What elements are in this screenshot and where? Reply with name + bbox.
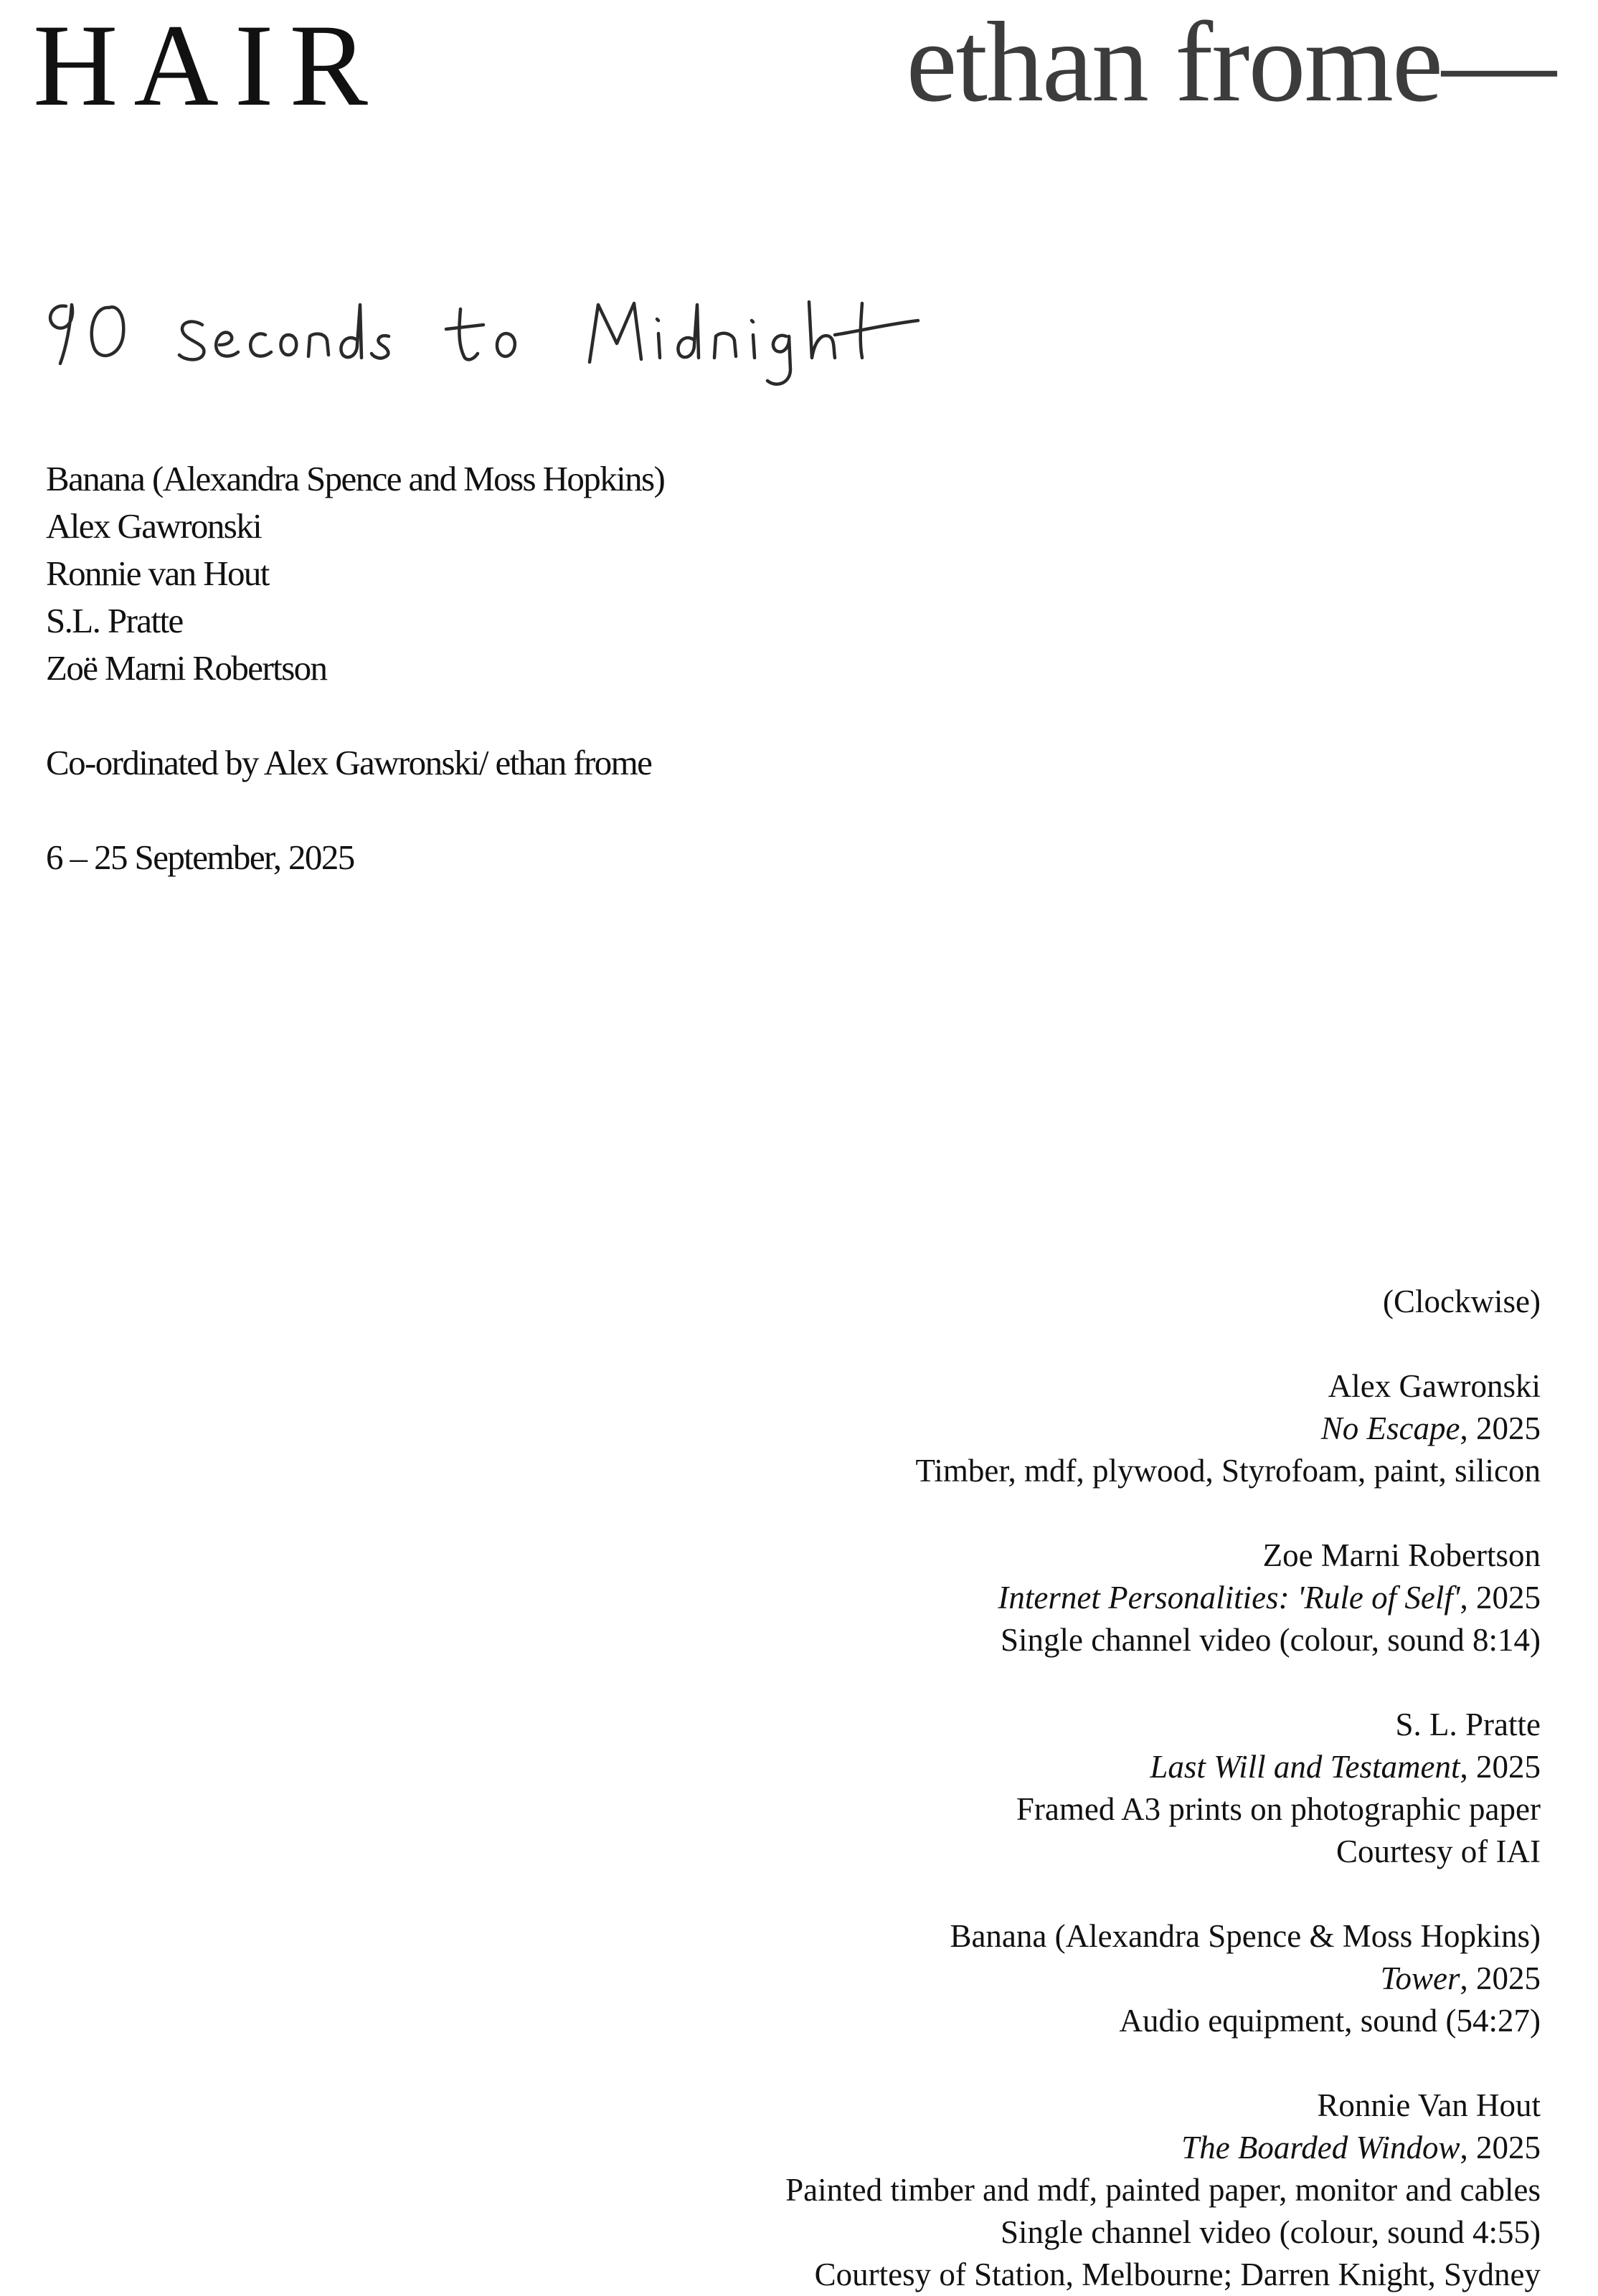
work-captions [785,1281,1541,2296]
caption-year: , 2025 [1460,1580,1541,1616]
caption-detail: Single channel video (colour, sound 8:14) [1000,1622,1541,1658]
caption-orientation: (Clockwise) [1383,1284,1541,1319]
caption-year: , 2025 [1460,1960,1541,1996]
artist-name: Banana (Alexandra Spence and Moss Hopkins) [46,459,665,498]
caption-detail: Courtesy of IAI [1336,1834,1541,1869]
caption-work [785,1915,1541,2042]
ethan-frome-logo: ethan frome— [906,0,1555,125]
caption-detail: Single channel video (colour, sound 4:55) [1000,2214,1541,2250]
caption-detail: Courtesy of Station, Melbourne; Darren Knight, Sydney [814,2257,1541,2292]
artist-name: S.L. Pratte [46,601,183,640]
exhibition-dates: 6 – 25 September, 2025 [46,838,354,877]
caption-artist: Alex Gawronski [1328,1368,1541,1404]
caption-detail: Timber, mdf, plywood, Styrofoam, paint, silicon [915,1453,1541,1489]
caption-artist: Zoe Marni Robertson [1262,1537,1541,1573]
caption-year: , 2025 [1460,2130,1541,2165]
caption-work [785,2084,1541,2296]
caption-title-line [785,2127,1541,2169]
caption-title: No Escape [1320,1410,1460,1446]
caption-year: , 2025 [1460,1749,1541,1785]
artist-list [46,455,664,692]
caption-work [785,1365,1541,1492]
caption-work [785,1704,1541,1873]
caption-title: Internet Personalities: 'Rule of Self' [998,1580,1460,1616]
caption-title-line [785,1746,1541,1788]
caption-title-line [785,1577,1541,1619]
caption-year: , 2025 [1460,1410,1541,1446]
caption-title-line [785,1408,1541,1450]
caption-title: The Boarded Window [1181,2130,1460,2165]
caption-work [785,1534,1541,1661]
caption-title-line [785,1958,1541,2000]
caption-artist: Banana (Alexandra Spence & Moss Hopkins) [950,1918,1541,1954]
artist-name: Ronnie van Hout [46,554,269,593]
artist-name: Alex Gawronski [46,506,262,546]
caption-title: Tower [1380,1960,1460,1996]
caption-detail: Audio equipment, sound (54:27) [1119,2003,1541,2039]
caption-detail: Framed A3 prints on photographic paper [1016,1791,1541,1827]
handwriting-drawing [37,283,941,391]
handwritten-exhibition-title [37,283,941,391]
artist-name: Zoë Marni Robertson [46,648,327,688]
exhibition-info [46,455,664,881]
coordinator-credit: Co-ordinated by Alex Gawronski/ ethan frome [46,743,652,782]
caption-title: Last Will and Testament [1150,1749,1460,1785]
caption-artist: S. L. Pratte [1395,1707,1541,1742]
hair-gallery-logo: HAIR [33,1,384,131]
caption-detail: Painted timber and mdf, painted paper, monitor and cables [785,2172,1541,2208]
caption-artist: Ronnie Van Hout [1317,2087,1541,2123]
